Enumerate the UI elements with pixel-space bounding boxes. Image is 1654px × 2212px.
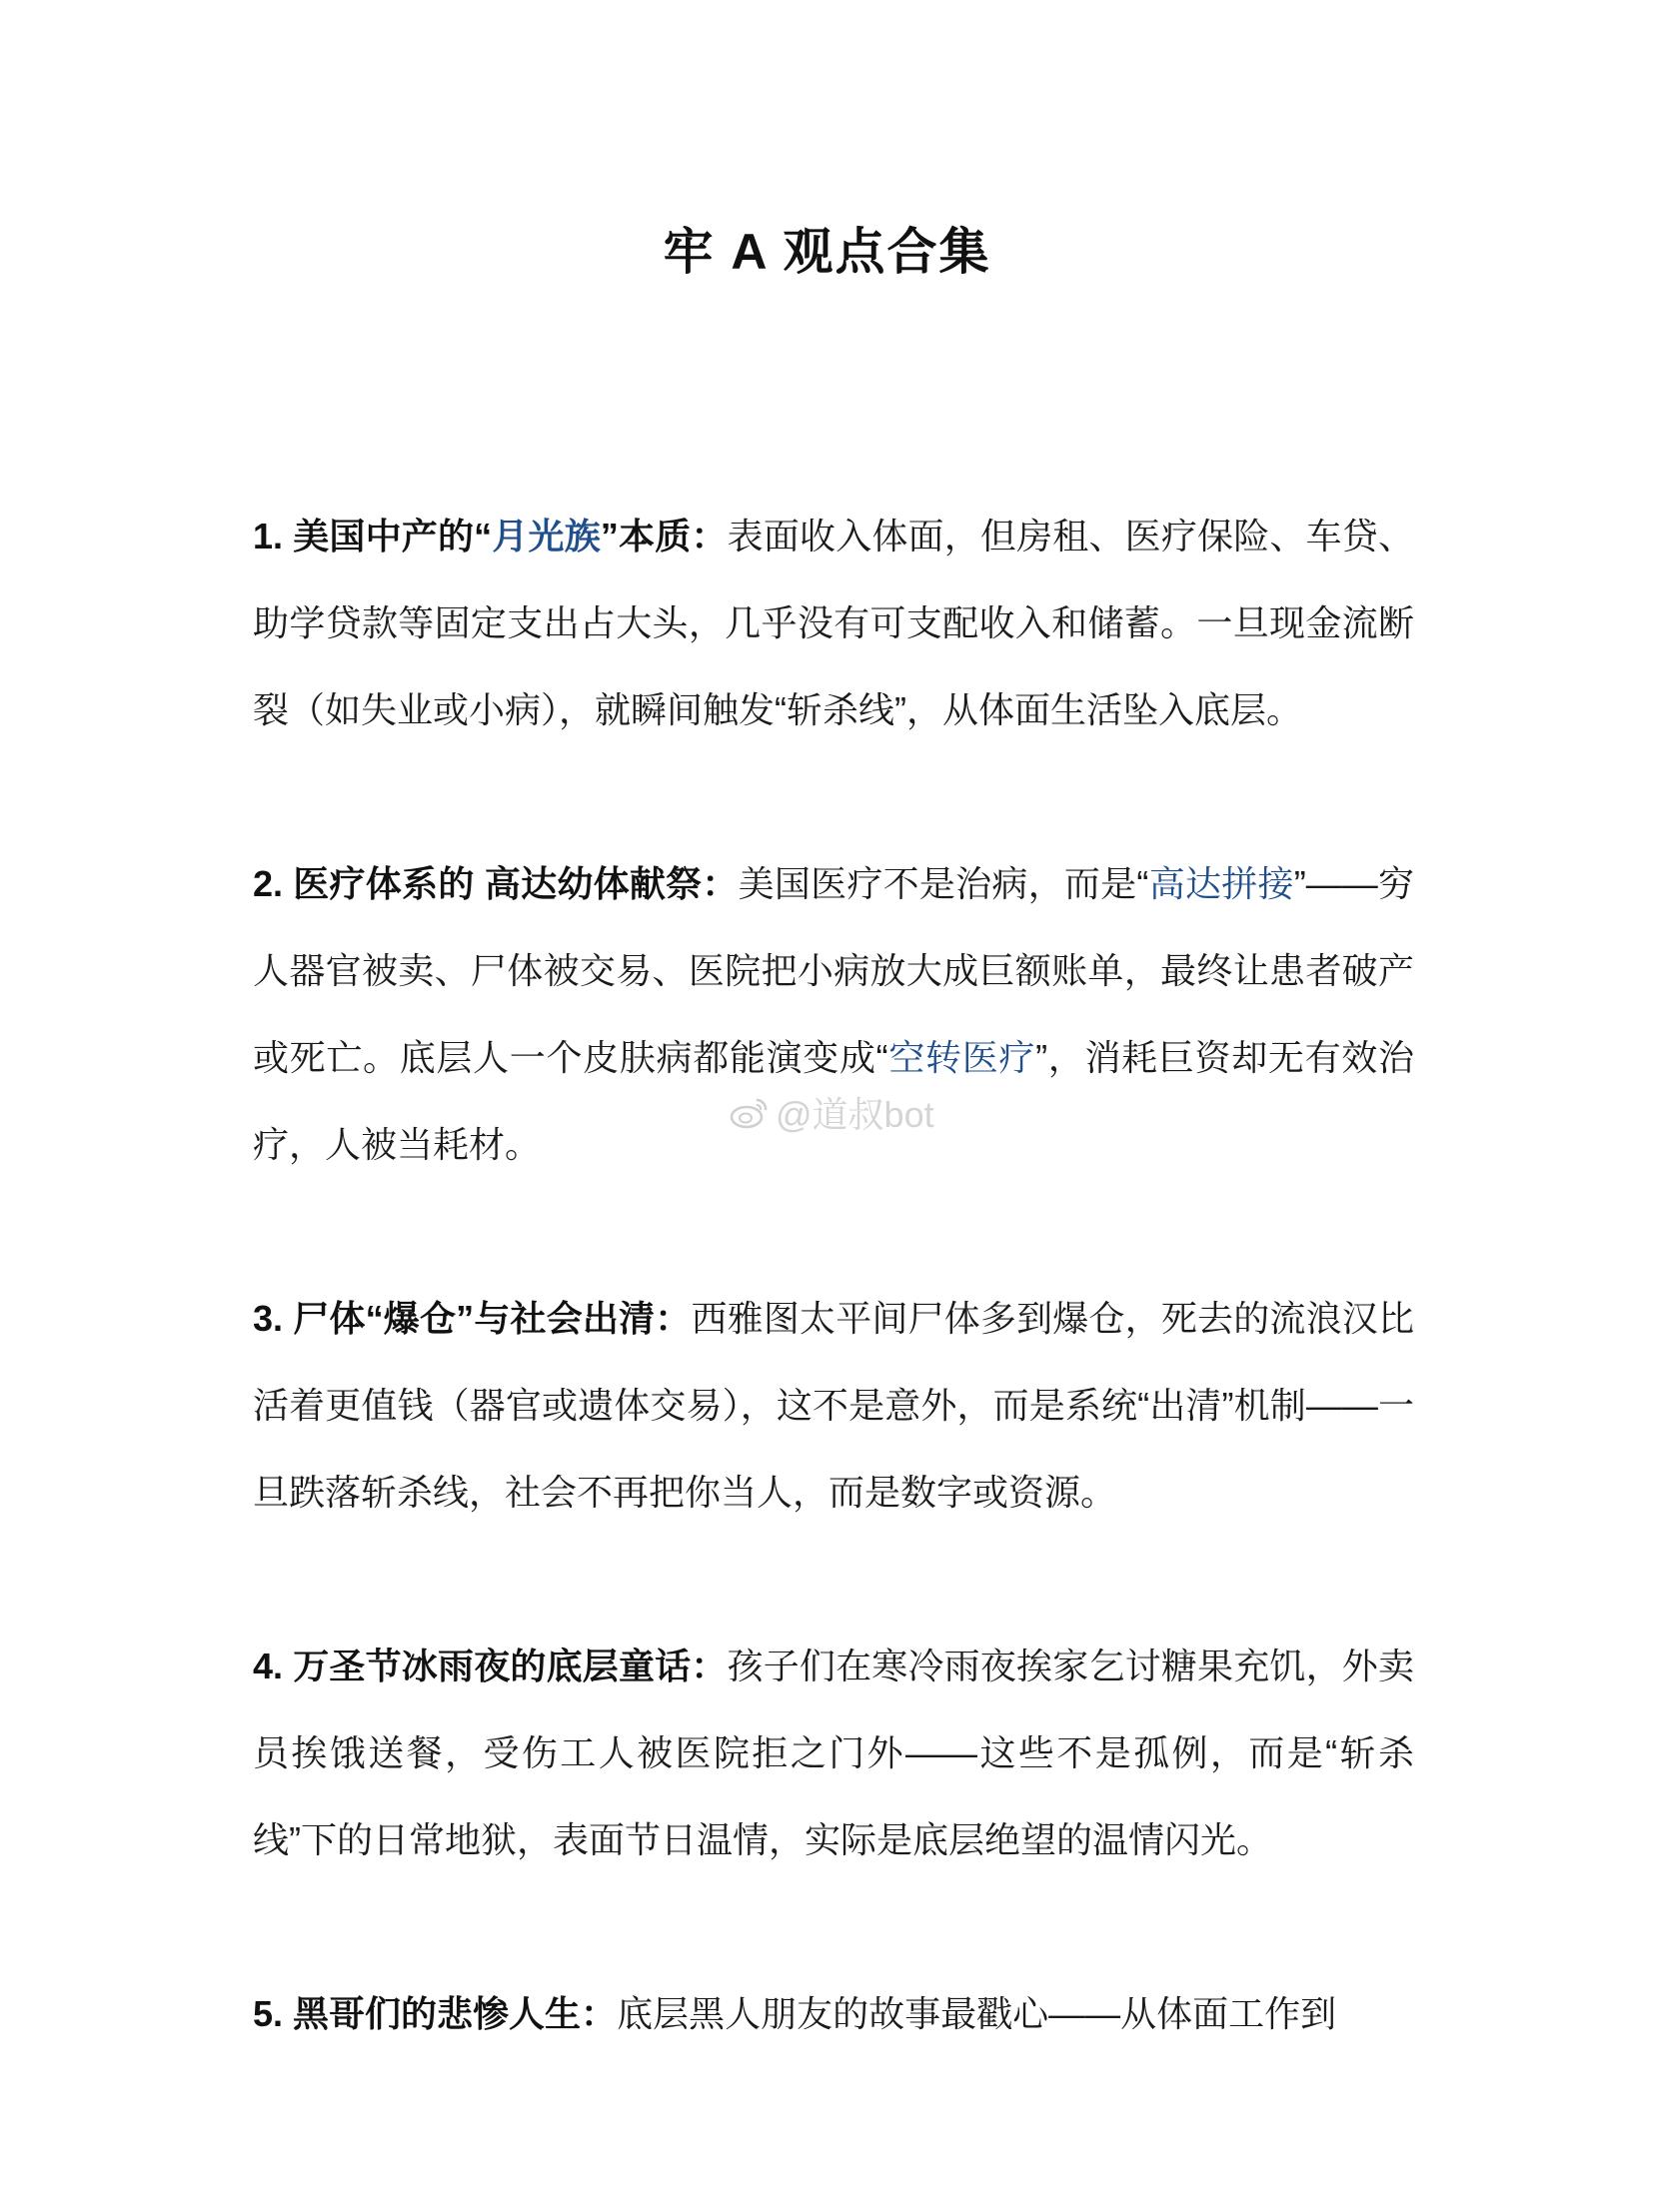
item-highlight: 高达拼接 <box>1148 863 1294 904</box>
item-heading: ”本质： <box>600 516 728 556</box>
item-highlight: 空转医疗 <box>887 1037 1036 1078</box>
weibo-logo-icon <box>730 1096 770 1130</box>
item-number: 1. <box>253 516 284 556</box>
document-body <box>253 493 1414 2144</box>
item-number: 3. <box>253 1298 284 1339</box>
item-body: 美国医疗不是治病，而是“ <box>738 863 1149 904</box>
item-heading: 美国中产的“ <box>293 516 493 556</box>
item-number: 5. <box>253 1993 284 2034</box>
item-heading-highlight: 月光族 <box>492 516 601 556</box>
item-heading: 万圣节冰雨夜的底层童话： <box>293 1646 728 1686</box>
item-body: ”——穷人器官被卖、尸体被交易、医院把小病放大成巨额账单，最终让患者破产或死亡。底层人一个皮肤病都能演变成“ <box>253 863 1414 1078</box>
item-number: 4. <box>253 1646 284 1686</box>
list-item-3 <box>253 1275 1414 1536</box>
list-item-5 <box>253 1970 1414 2057</box>
item-body: 底层黑人朋友的故事最戳心——从体面工作到 <box>617 1993 1337 2034</box>
item-body: ”，消耗巨资却无有效治疗，人被当耗材。 <box>253 1037 1414 1165</box>
item-heading: 黑哥们的悲惨人生： <box>293 1993 618 2034</box>
item-body: 表面收入体面，但房租、医疗保险、车贷、助学贷款等固定支出占大头，几乎没有可支配收入和储蓄。一旦现金流断裂（如失业或小病），就瞬间触发“斩杀线”，从体面生活坠入底层。 <box>253 516 1414 730</box>
item-heading: 医疗体系的 高达幼体献祭： <box>293 863 739 904</box>
watermark-text: @道叔bot <box>776 1094 934 1135</box>
list-item-1 <box>253 493 1414 753</box>
item-body: 孩子们在寒冷雨夜挨家乞讨糖果充饥，外卖员挨饿送餐，受伤工人被医院拒之门外——这些不是孤例，而是“斩杀线”下的日常地狱，表面节日温情，实际是底层绝望的温情闪光。 <box>253 1646 1414 1860</box>
document-title: 牢 A 观点合集 <box>663 224 991 280</box>
item-number: 2. <box>253 863 284 904</box>
watermark <box>730 1087 934 1138</box>
item-body: 西雅图太平间尸体多到爆仓，死去的流浪汉比活着更值钱（器官或遗体交易），这不是意外，而是系统“出清”机制——一旦跌落斩杀线，社会不再把你当人，而是数字或资源。 <box>253 1298 1414 1513</box>
list-item-4 <box>253 1623 1414 1883</box>
item-heading: 尸体“爆仓”与社会出清： <box>293 1298 692 1339</box>
